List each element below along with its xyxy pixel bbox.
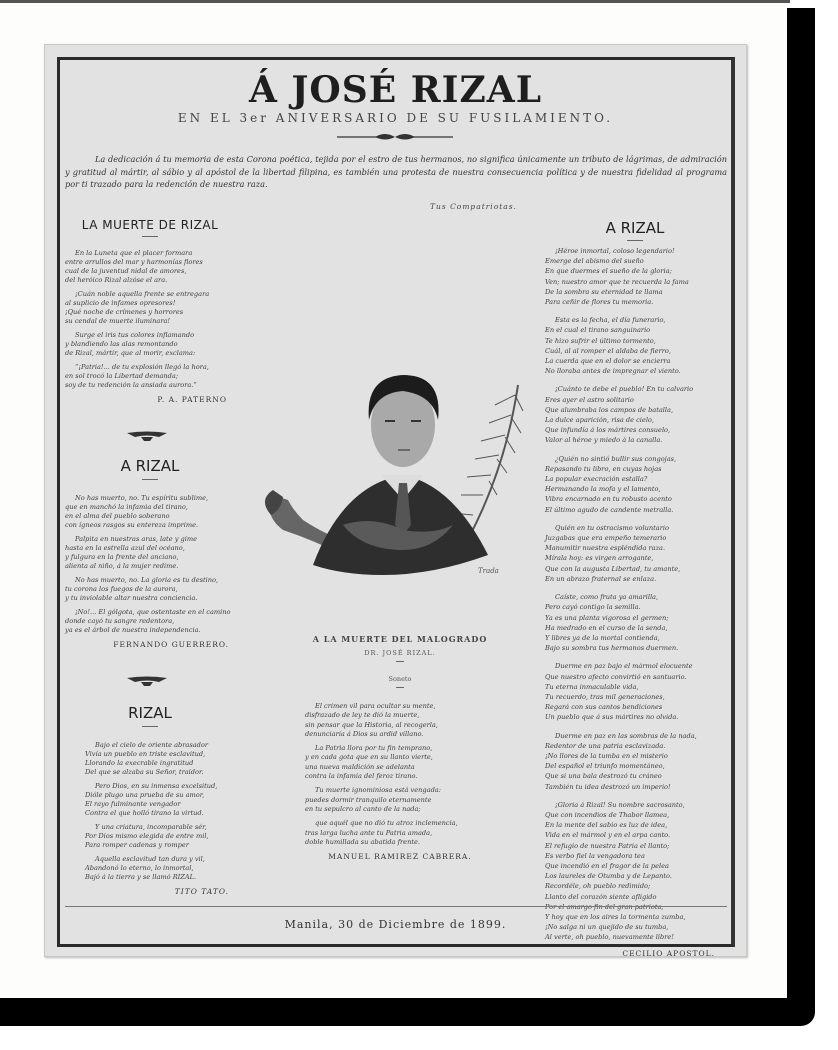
verse-line: Cuál, al al romper el aldaba de fierro, xyxy=(545,346,671,355)
verse-line: Surge el iris tus colores inflamando xyxy=(75,331,195,339)
verse-line: Duerme en paz bajo el mármol elocuente xyxy=(555,662,693,671)
stanza xyxy=(545,315,725,376)
stanza xyxy=(305,786,515,814)
title-rule xyxy=(627,240,643,241)
stanza xyxy=(85,741,235,777)
verse-line: Que incendió en el fragor de la pelea xyxy=(545,861,669,870)
verse-line: su cendal de muerte iluminara! xyxy=(65,317,171,325)
verse-line: El último agudo de candente metralla. xyxy=(545,505,674,514)
verse-line: En el cual el tirano sanguinario xyxy=(545,326,651,335)
stanza xyxy=(65,331,235,358)
eagle-ornament-icon xyxy=(125,675,169,687)
verse-line: Duerme en paz en las sombras de la nada, xyxy=(555,731,697,740)
verse-line: Manumitir nuestra espléndida raza. xyxy=(545,544,666,553)
verse-line: Mírala hoy: es virgen arrogante, xyxy=(545,554,654,563)
verse-line: entre arrullos del mar y harmonías flores xyxy=(65,258,203,266)
verse-line: donde cayó tu sangre redentora, xyxy=(65,617,175,625)
verse-line: Eres ayer el astro solitario xyxy=(545,395,634,404)
verse-line: Quién en tu ostracismo voluntario xyxy=(555,523,669,532)
verse-line: Recordéle, oh pueblo redimido; xyxy=(545,882,651,891)
title-rule xyxy=(142,479,158,480)
verse-line: Pero cayó contigo la semilla. xyxy=(545,603,641,612)
verse-line: Caíste, como fruta ya amarilla, xyxy=(555,593,659,602)
verse-line: Del español el triunfo momentáneo, xyxy=(545,762,665,771)
poem-title: A RIZAL xyxy=(605,219,665,237)
stanza xyxy=(545,592,725,653)
dateline: Manila, 30 de Diciembre de 1899. xyxy=(284,918,507,931)
verse-line: En la mente del sabio es luz de idea, xyxy=(545,821,668,830)
stanza xyxy=(545,731,725,792)
poem-title: A LA MUERTE DEL MALOGRADO xyxy=(312,634,488,644)
verse-line: No has muerto, no. Tu espíritu sublime, xyxy=(75,494,209,502)
verse-line: al suplicio de infames opresores! xyxy=(65,299,176,307)
verse-line: tu corona los fuegos de la aurora, xyxy=(65,585,178,593)
verse-line: Que si una bala destrozó tu cráneo xyxy=(545,772,662,781)
verse-line: Llorando la execrable ingratitud xyxy=(85,759,194,767)
verse-line: Y una criatura, incomparable sér, xyxy=(95,823,207,831)
stanza xyxy=(545,523,725,584)
verse-line: de Rizal, mártir, que al morir, exclama: xyxy=(65,349,196,357)
verse-line: Ha medrado en el curso de la senda, xyxy=(545,623,668,632)
footer-rule xyxy=(65,906,727,907)
verse-line: en el alma del pueblo soberano xyxy=(65,512,170,520)
verse-line: La Patria llora por tu fin temprano, xyxy=(315,744,433,753)
poem-body xyxy=(285,702,515,847)
verse-line: Vida en el mármol y en el arpa canto. xyxy=(545,831,671,840)
verse-line: No has muerto, no. La gloria es tu destino, xyxy=(75,576,219,584)
verse-line: Palpita en nuestras aras, late y gime xyxy=(75,535,198,543)
verse-line: Que con la augusta Libertad, tu amante, xyxy=(545,564,681,573)
verse-line: Tu recuerdo, tras mil generaciones, xyxy=(545,692,665,701)
stanza xyxy=(65,363,235,390)
verse-line: Pero Dios, en su inmensa excelsitud, xyxy=(95,782,218,790)
verse-line: Juzgabas que era empeño temerario xyxy=(545,534,667,543)
verse-line: También tu idea destrozó un imperio! xyxy=(545,782,671,791)
verse-line: Ven; nuestro amor que te recuerda la fama xyxy=(545,277,689,286)
verse-line: En un abrazo fraternal se enlaza. xyxy=(545,574,657,583)
verse-line: En la Luneta que el placer formara xyxy=(75,249,193,257)
verse-line: Vivía un pueblo en triste esclavitud, xyxy=(85,750,206,758)
poem-title: RIZAL xyxy=(128,704,172,722)
verse-line: Que alumbraba los campos de batalla, xyxy=(545,405,674,414)
title-rule xyxy=(142,236,158,237)
verse-line: Ya es una planta vigorosa el germen; xyxy=(545,613,669,622)
verse-line: Llanto del corazón siente afligido xyxy=(545,892,657,901)
verse-line: ¡Gloria á Rizal! Su nombre sacrosanto, xyxy=(555,800,685,809)
verse-line: y fulgura en la frente del anciano, xyxy=(65,553,179,561)
verse-line: La popular execración estalla? xyxy=(545,475,648,484)
poem-author: P. A. PATERNO xyxy=(157,395,227,404)
verse-line: Te hizo sufrir el último tormento, xyxy=(545,336,656,345)
verse-line: Un pueblo que á sus mártires no olvida. xyxy=(545,713,679,722)
stanza xyxy=(65,576,235,603)
verse-line: En que duermes el sueño de la gloria; xyxy=(545,267,672,276)
stanza xyxy=(65,608,235,635)
verse-line: El rayo fulminante vengador xyxy=(85,800,181,808)
verse-line: y blandiendo las alas remontando xyxy=(65,340,178,348)
verse-line: denunciaría á Dios su ardid villano. xyxy=(305,729,424,738)
dedication-signature: Tus Compatriotas. xyxy=(430,202,517,211)
verse-line: La cuerda que en el dolor se encierra xyxy=(545,357,671,366)
verse-line: “¡Patria!... de tu explosión llegó la hora, xyxy=(75,363,209,371)
poem-author: TITO TATO. xyxy=(174,887,229,896)
title-rule xyxy=(142,726,158,727)
eagle-ornament-icon xyxy=(125,430,169,442)
verse-line: Hermanando la mofa y el lamento, xyxy=(545,485,661,494)
verse-line: una nueva maldición se adelanta xyxy=(305,762,415,771)
stanza xyxy=(545,384,725,445)
verse-line: Es verbo fiel la vengadora tea xyxy=(545,851,645,860)
verse-line: ¡Cuán noble aquella frente se entregara xyxy=(75,290,210,298)
verse-line: del heróico Rizal alzóse el ara. xyxy=(65,276,168,284)
verse-line: sin pensar que la Historia, al recogerla, xyxy=(305,720,438,729)
verse-line: El refugio de nuestra Patria el llanto; xyxy=(545,841,670,850)
verse-line: De la sombra su eternidad te llama xyxy=(545,287,663,296)
verse-line: ¿Quién no sintió bullir sus congojas, xyxy=(555,454,677,463)
poem-title: LA MUERTE DE RIZAL xyxy=(81,218,219,232)
verse-line: ¡No salga ni un quejido de su tumba, xyxy=(545,923,669,932)
verse-line: Los laureles de Otumba y de Lepanto. xyxy=(545,872,673,881)
verse-line: No lloraba antes de impregnar el viento. xyxy=(545,367,681,376)
poem-author: FERNANDO GUERRERO. xyxy=(113,640,229,649)
verse-line: Tu eterna inmaculable vida, xyxy=(545,682,639,691)
verse-line: Emerge del abismo del sueño xyxy=(545,257,644,266)
poem-body xyxy=(545,246,725,943)
poem-rizal-tito-tato xyxy=(65,704,235,896)
poem-a-rizal-guerrero xyxy=(65,457,235,649)
verse-line: ¡Qué noche de crímenes y horrores xyxy=(65,308,184,316)
subtitle: EN EL 3er ANIVERSARIO DE SU FUSILAMIENTO. xyxy=(177,111,614,125)
verse-line: doble humillada su abatida frente. xyxy=(305,837,420,846)
verse-line: Contra el que holló tirano la virtud. xyxy=(85,809,204,817)
poem-soneto-cabrera xyxy=(285,634,515,861)
portrait-engraving xyxy=(253,325,533,585)
stanza xyxy=(545,454,725,515)
verse-line: Que con incendios de Thabor llamea, xyxy=(545,810,670,819)
title-rule xyxy=(396,687,404,688)
verse-line: Por el amargo fin del gran patriota; xyxy=(545,902,664,911)
stanza xyxy=(305,702,515,739)
poem-body xyxy=(65,741,235,882)
verse-line: con ígneos rasgos su entereza imprime. xyxy=(65,521,199,529)
svg-text:Trada: Trada xyxy=(478,567,499,575)
verse-line: que en manchó la infamia del tirano, xyxy=(65,503,188,511)
stanza xyxy=(65,249,235,285)
verse-line: puedes dormir tranquilo eternamente xyxy=(305,795,432,804)
verse-line: ¡Héroe inmortal, coloso legendario! xyxy=(555,247,675,255)
stanza xyxy=(65,535,235,571)
verse-line: contra la infamia del feroz tirano. xyxy=(305,772,418,781)
verse-line: y tu inviolable altar nuestra conciencia. xyxy=(65,594,198,602)
verse-line: Que nuestro afecto convirtió en santuario. xyxy=(545,672,687,681)
poem-title: A RIZAL xyxy=(120,457,180,475)
verse-line: soy de tu redención la ansiada aurora.” xyxy=(65,381,197,389)
verse-line: Regará con sus cantos bendiciones xyxy=(545,703,663,712)
verse-line: ya es el árbol de nuestra independencia. xyxy=(65,626,201,634)
verse-line: Bajó á la tierra y se llamó RIZAL. xyxy=(85,873,197,881)
stanza xyxy=(305,744,515,781)
verse-line: disfrazado de ley te dió la muerte, xyxy=(305,711,420,720)
verse-line: Y hoy que en los aires la tormenta zumba, xyxy=(545,912,686,921)
stanza xyxy=(85,823,235,850)
verse-line: ¡No llores de la tumba en el misterio xyxy=(545,751,668,760)
verse-line: Para romper cadenas y romper xyxy=(85,841,189,849)
poem-la-muerte-de-rizal xyxy=(65,218,235,404)
verse-line: El crimen vil para ocultar su mente, xyxy=(315,702,436,710)
frame-shadow-bottom xyxy=(0,998,815,1026)
main-title: Á JOSÉ RIZAL xyxy=(248,69,543,111)
stanza xyxy=(545,246,725,307)
verse-line: y en cada gota que en su llanto vierte, xyxy=(305,753,433,762)
verse-line: Dióle plugo una prueba de su amor, xyxy=(85,791,205,799)
poem-author: MANUEL RAMIREZ CABRERA. xyxy=(328,852,472,862)
verse-line: Al verte, oh pueblo, nuevamente libre! xyxy=(545,933,674,942)
verse-line: Aquella esclavitud tan dura y vil, xyxy=(95,855,205,863)
verse-line: hasta en la estrella azul del océano, xyxy=(65,544,185,552)
verse-line: ¡No!... El gólgota, que ostentaste en el camino xyxy=(75,608,231,616)
poem-author: CECILIO APOSTOL. xyxy=(622,948,715,958)
poem-form: Soneto xyxy=(388,675,412,683)
verse-line: que aquél que no dió tu atroz inclemencia, xyxy=(315,819,458,828)
verse-line: Por Dios mismo elegida de entre mil, xyxy=(85,832,209,840)
verse-line: en sol trocó la Libertad demanda; xyxy=(65,372,179,380)
stanza xyxy=(65,494,235,530)
verse-line: Esta es la fecha, el día funerario, xyxy=(555,316,666,325)
verse-line: Del que se alzaba su Señor, traidor. xyxy=(85,768,204,776)
verse-line: ¡Cuánto te debe el pueblo! En tu calvario xyxy=(555,385,694,394)
title-rule xyxy=(396,661,404,662)
ornament-divider-icon xyxy=(335,131,455,143)
verse-line: La dulce aparición, risa de cielo, xyxy=(545,416,654,425)
verse-line: Vibra encarnado en tu robusto acento xyxy=(545,495,672,504)
verse-line: Valor al héroe y miedo á la canalla. xyxy=(545,436,663,445)
verse-line: Repasando tu libro, en cuyas hojas xyxy=(545,464,662,473)
verse-line: cual de la juventud nidal de amores, xyxy=(65,267,187,275)
verse-line: Abandonó lo eterno, lo inmortal, xyxy=(85,864,194,872)
stanza xyxy=(545,661,725,722)
stanza xyxy=(85,782,235,818)
verse-line: Redentor de una patria esclavizada. xyxy=(545,741,666,750)
verse-line: Que infundía á los mártires consuelo, xyxy=(545,426,671,435)
poem-body xyxy=(65,494,235,635)
stanza xyxy=(65,290,235,326)
broadside-sheet xyxy=(44,44,747,957)
verse-line: tras larga lucha ante tu Patria amada, xyxy=(305,828,433,837)
poem-body xyxy=(65,249,235,390)
stanza xyxy=(305,819,515,847)
verse-line: Bajo su sombra tus hermanos duermen. xyxy=(545,644,679,653)
dedication-paragraph: La dedicación á tu memoria de esta Corona poética, tejida por el estro de tus hermanos, no significa únicamente un tributo de lágrimas, de admiración y gratitud al mártir, al sábio y al apóstol de la libertad filipina, es también una protesta de nuestra consecuencia política y de nuestra fidelidad al programa por ti trazado para la redención de nuestra raza. xyxy=(65,154,727,189)
frame-shadow-right xyxy=(787,8,815,1023)
stanza xyxy=(85,855,235,882)
verse-line: en tu sepulcro al canto de la nada; xyxy=(305,804,421,813)
verse-line: Y libres ya de la mortal contienda, xyxy=(545,633,660,642)
verse-line: Bajo el cielo de oriente abrasador xyxy=(95,741,209,749)
poem-a-rizal-apostol xyxy=(545,219,725,958)
verse-line: Tu muerte ignominiosa está vengada: xyxy=(315,786,441,795)
poem-subtitle: DR. JOSÉ RIZAL. xyxy=(364,649,436,657)
verse-line: alienta al niño, á la mujer redime. xyxy=(65,562,179,570)
verse-line: Para ceñir de flores tu memoria. xyxy=(545,298,654,307)
